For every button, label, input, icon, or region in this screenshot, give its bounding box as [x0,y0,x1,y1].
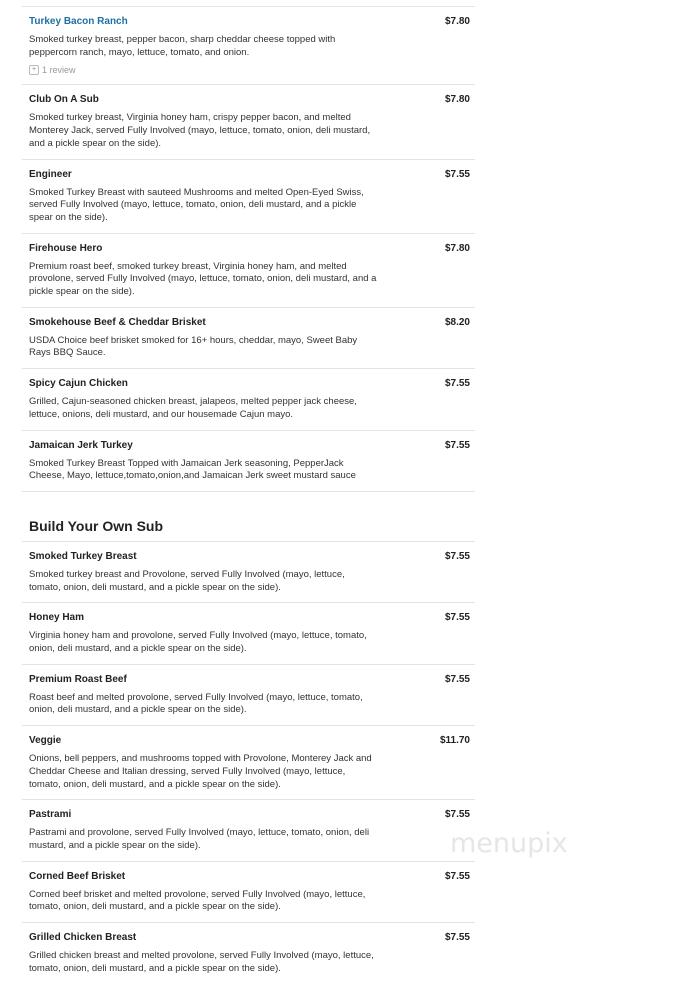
menu-item-description: Roast beef and melted provolone, served Fully Involved (mayo, lettuce, tomato, onion, deli mustard, and a pickle spear on the side). [29,691,363,716]
menu-item [22,799,475,860]
menu-item-name: Club On A Sub [29,94,99,106]
menu-item-price: $7.55 [444,932,470,944]
menu-item-price: $7.55 [444,168,470,180]
menu-item-price: $7.55 [444,673,470,685]
menu-item [22,541,475,602]
menu-item [22,233,475,307]
menu-item-name: Firehouse Hero [29,242,103,254]
menu-item-description: Smoked Turkey Breast with sauteed Mushrooms and melted Open-Eyed Swiss, served Fully Involved (mayo, lettuce, tomato, onion, deli mustard, and a pickle spear on the side). [29,186,364,223]
menu-item-price: $7.80 [444,16,470,27]
menu-item [22,307,475,368]
menu-item-price: $11.70 [439,735,470,747]
review-link[interactable] [29,64,475,76]
menu-item-description: Smoked turkey breast, pepper bacon, sharp cheddar cheese topped with peppercorn ranch, mayo, lettuce, tomato, and onion. [29,34,336,58]
menu-item-price: $7.55 [444,439,470,451]
section-title: Build Your Own Sub [22,491,475,541]
review-icon: + [29,65,39,75]
menu-item-description: Corned beef brisket and melted provolone, served Fully Involved (mayo, lettuce, tomato, onion, deli mustard, and a pickle spear on the side). [29,888,366,913]
watermark-logo: menupix [450,828,568,859]
menu-item [22,6,475,84]
menu-item [22,159,475,233]
menu-list [22,6,475,984]
review-count: 1 review [42,65,76,76]
menu-item [22,922,475,983]
menu-item [22,84,475,158]
menu-item-description: Grilled chicken breast and melted provolone, served Fully Involved (mayo, lettuce, tomato, onion, deli mustard, and a pickle spear on the side). [29,950,374,974]
menu-item-price: $7.55 [444,550,470,562]
menu-item-name: Corned Beef Brisket [29,870,126,882]
menu-item [22,430,475,491]
menu-item-description: Smoked turkey breast and Provolone, served Fully Involved (mayo, lettuce, tomato, onion, deli mustard, and a pickle spear on the side). [29,568,345,593]
menu-item-name: Smoked Turkey Breast [29,550,137,562]
menu-item [22,664,475,725]
menu-item-name: Engineer [29,168,72,180]
menu-item [22,725,475,799]
menu-item-name: Spicy Cajun Chicken [29,378,128,390]
menu-item-description: Onions, bell peppers, and mushrooms topped with Provolone, Monterey Jack and Cheddar Cheese and Italian dressing, served Fully Involved (mayo, lettuce, tomato, onion, deli mustard, and a pickle spear on the side). [29,753,372,790]
menu-item [22,602,475,663]
menu-item-name: Grilled Chicken Breast [29,932,137,944]
menu-item-description: Grilled, Cajun-seasoned chicken breast, jalapeos, melted pepper jack cheese, lettuce, onions, deli mustard, and our housemade Cajun mayo. [29,396,357,420]
menu-item-description: Smoked Turkey Breast Topped with Jamaican Jerk seasoning, PepperJack Cheese, Mayo, lettuce,tomato,onion,and Jamaican Jerk sweet mustard sauce [29,457,356,482]
menu-item [22,861,475,922]
menu-item-description: Smoked turkey breast, Virginia honey ham, crispy pepper bacon, and melted Monterey Jack, served Fully Involved (mayo, lettuce, tomato, onion, deli mustard, and a pickle spear on the side). [29,112,371,149]
menu-item-description: Virginia honey ham and provolone, served Fully Involved (mayo, lettuce, tomato, onion, deli mustard, and a pickle spear on the side). [29,630,367,655]
menu-item-name: Jamaican Jerk Turkey [29,439,133,451]
menu-item-name: Veggie [29,735,62,747]
menu-item-price: $7.55 [444,612,470,624]
menu-item-name: Smokehouse Beef & Cheddar Brisket [29,316,206,328]
menu-item-price: $7.55 [444,809,470,821]
menu-item-name: Premium Roast Beef [29,673,127,685]
menu-item-price: $7.55 [444,378,470,390]
menu-item-name: Pastrami [29,809,72,821]
menu-item-price: $7.80 [444,94,470,106]
menu-item-price: $7.55 [444,870,470,882]
menu-item-description: USDA Choice beef brisket smoked for 16+ hours, cheddar, mayo, Sweet Baby Rays BBQ Sauce. [29,334,358,359]
menu-item-name: Honey Ham [29,612,85,624]
menu-item-name-link[interactable]: Turkey Bacon Ranch [29,16,128,27]
menu-item [22,368,475,429]
menu-item-price: $7.80 [444,242,470,254]
menu-item-price: $8.20 [444,316,470,328]
menu-item-description: Pastrami and provolone, served Fully Involved (mayo, lettuce, tomato, onion, deli mustard, and a pickle spear on the side). [29,827,370,851]
menu-item-description: Premium roast beef, smoked turkey breast, Virginia honey ham, and melted provolone, served Fully Involved (mayo, lettuce, tomato, onion, deli mustard, and a pickle spear on the side). [29,260,377,298]
